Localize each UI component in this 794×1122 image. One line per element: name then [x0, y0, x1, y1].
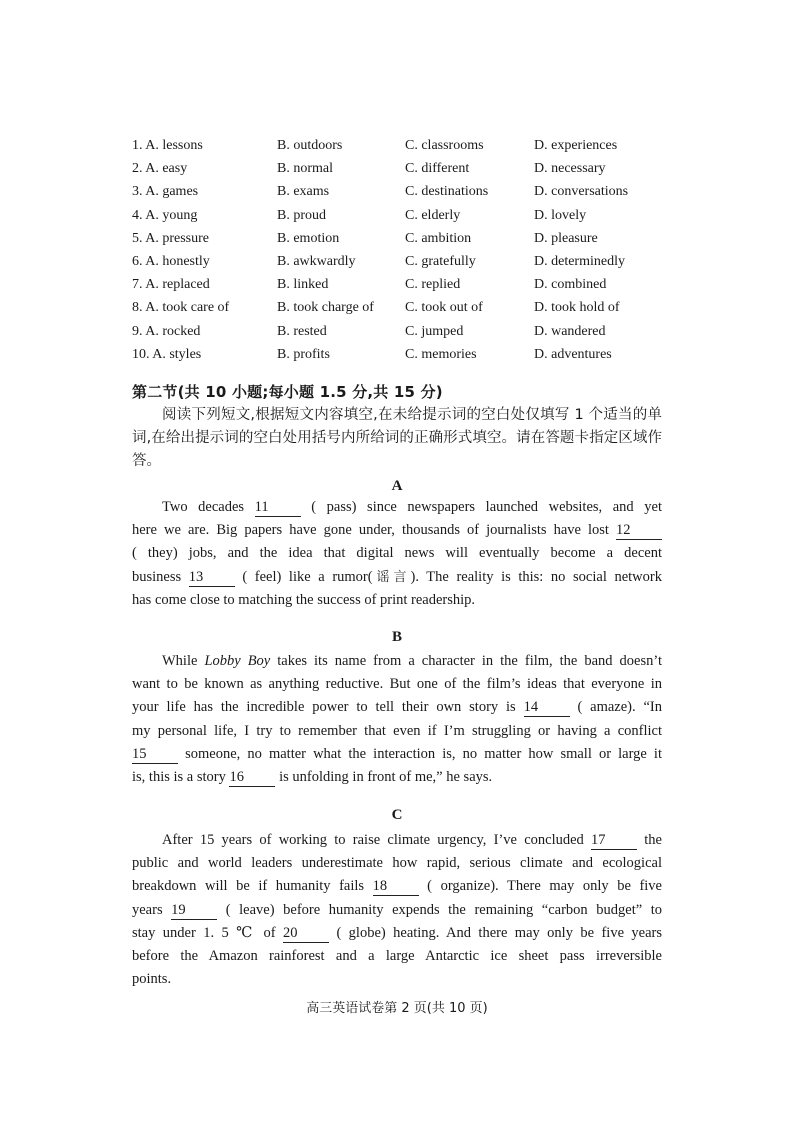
option-b: B. outdoors: [277, 138, 343, 153]
option-d: D. adventures: [534, 346, 612, 362]
option-c: C. different: [405, 161, 470, 177]
blank-11[interactable]: 11: [255, 499, 301, 517]
option-a: 1. A. lessons: [132, 138, 203, 153]
option-row: [132, 157, 692, 180]
options-table: [132, 134, 692, 366]
option-row: [132, 204, 692, 227]
option-b: B. linked: [277, 277, 329, 293]
text: ( organize). There may only be five: [418, 878, 662, 895]
passage-a: [132, 496, 662, 612]
chinese-gloss: 谣言: [372, 569, 411, 585]
text: takes its name from a character in the film, the band doesn’t: [270, 653, 662, 669]
option-b: B. emotion: [277, 230, 340, 246]
passage-line: [132, 496, 662, 519]
option-d: D. wandered: [534, 323, 606, 339]
option-row: [132, 250, 692, 273]
page-footer: 高三英语试卷第 2 页(共 10 页): [306, 1001, 488, 1016]
option-row: [132, 227, 692, 250]
option-c: C. jumped: [405, 323, 464, 339]
passage-b: [132, 650, 662, 789]
option-d: D. conversations: [534, 184, 629, 200]
passage-line: [132, 696, 662, 719]
option-a: 8. A. took care of: [132, 300, 230, 316]
text: ( leave) before humanity expends the remaining “carbon budget” to: [217, 901, 663, 918]
option-row: [132, 296, 692, 319]
blank-18[interactable]: 18: [373, 878, 419, 896]
passage-line: [132, 743, 662, 766]
passage-a-letter: A: [391, 478, 403, 494]
text: your life has the incredible power to tell their own story is: [132, 699, 524, 716]
passage-line: [132, 899, 662, 922]
option-a: 2. A. easy: [132, 161, 188, 177]
text: ). The reality is this: no social network: [410, 568, 662, 585]
option-d: D. took hold of: [534, 300, 620, 316]
text: stay under 1. 5 ℃ of: [132, 924, 284, 941]
title-text: Lobby Boy: [204, 653, 271, 669]
text: someone, no matter what the interaction is, no matter how small or large it: [178, 745, 662, 762]
option-b: B. awkwardly: [277, 253, 356, 269]
option-d: D. necessary: [534, 161, 606, 177]
text: breakdown will be if humanity fails: [132, 878, 373, 895]
option-d: D. experiences: [534, 138, 618, 153]
blank-15[interactable]: 15: [132, 746, 178, 764]
option-d: D. lovely: [534, 207, 587, 223]
text: ( globe) heating. And there may only be five years: [329, 924, 663, 941]
option-a: 5. A. pressure: [132, 230, 209, 246]
passage-line: points.: [132, 971, 172, 988]
option-row: [132, 134, 692, 157]
option-a: 7. A. replaced: [132, 277, 210, 293]
blank-13[interactable]: 13: [189, 569, 235, 587]
text: business: [132, 568, 189, 585]
option-a: 6. A. honestly: [132, 253, 210, 269]
blank-17[interactable]: 17: [591, 832, 637, 850]
option-d: D. pleasure: [534, 230, 598, 246]
text: ( amaze). “In: [569, 699, 662, 716]
passage-line: ( they) jobs, and the idea that digital news will eventually become a decent: [132, 545, 662, 562]
option-row: [132, 273, 692, 296]
option-c: C. gratefully: [405, 253, 476, 269]
text: years: [132, 901, 172, 918]
text: the: [637, 832, 662, 848]
passage-line: [132, 519, 662, 542]
option-b: B. normal: [277, 161, 333, 177]
section-instruction: 阅读下列短文,根据短文内容填空,在未给提示词的空白处仅填写 1 个适当的单词,在给出提示词的空白处用括号内所给词的正确形式填空。请在答题卡指定区域作答。: [132, 407, 662, 469]
passage-line: before the Amazon rainforest and a large Antarctic ice sheet pass irreversible: [132, 948, 662, 965]
text: is unfolding in front of me,” he says.: [275, 769, 493, 786]
passage-c: [132, 829, 662, 991]
option-c: C. memories: [405, 346, 477, 362]
passage-line: [132, 766, 662, 789]
option-c: C. ambition: [405, 230, 472, 246]
passage-line: [132, 829, 662, 852]
text: While: [162, 653, 205, 669]
section-heading: 第二节(共 10 小题;每小题 1.5 分,共 15 分): [132, 383, 443, 401]
text: ( pass) since newspapers launched websites, and yet: [300, 499, 662, 515]
option-b: B. rested: [277, 323, 327, 339]
passage-line: [132, 650, 662, 673]
text: ( feel) like a rumor(: [234, 568, 373, 585]
option-c: C. classrooms: [405, 138, 484, 153]
option-a: 9. A. rocked: [132, 323, 201, 339]
passage-line: [132, 566, 662, 589]
option-a: 4. A. young: [132, 207, 198, 223]
option-row: [132, 320, 692, 343]
option-a: 10. A. styles: [132, 346, 202, 362]
blank-19[interactable]: 19: [171, 902, 217, 920]
option-d: D. determinedly: [534, 253, 625, 269]
option-b: B. took charge of: [277, 300, 374, 316]
option-a: 3. A. games: [132, 184, 199, 200]
passage-line: public and world leaders underestimate how rapid, serious climate and ecological: [132, 855, 662, 872]
option-c: C. elderly: [405, 207, 461, 223]
text: here we are. Big papers have gone under, thousands of journalists have lost: [132, 522, 616, 539]
option-row: [132, 180, 692, 203]
option-b: B. profits: [277, 346, 330, 362]
passage-line: has come close to matching the success of print readership.: [132, 591, 476, 608]
blank-14[interactable]: 14: [524, 699, 570, 717]
text: After 15 years of working to raise climate urgency, I’ve concluded: [162, 832, 592, 848]
passage-line: my personal life, I try to remember that even if I’m struggling or having a conflict: [132, 722, 662, 739]
option-c: C. destinations: [405, 184, 489, 200]
option-c: C. replied: [405, 277, 461, 293]
passage-b-letter: B: [391, 629, 402, 645]
option-c: C. took out of: [405, 300, 483, 316]
option-row: [132, 343, 692, 366]
option-d: D. combined: [534, 277, 607, 293]
passage-line: [132, 922, 662, 945]
option-b: B. exams: [277, 184, 330, 200]
option-b: B. proud: [277, 207, 326, 223]
blank-16[interactable]: 16: [229, 769, 275, 787]
blank-12[interactable]: 12: [616, 522, 662, 540]
passage-line: want to be known as anything reductive. But one of the film’s ideas that everyone in: [132, 676, 662, 693]
passage-c-letter: C: [391, 807, 403, 823]
passage-line: [132, 875, 662, 898]
text: Two decades: [162, 499, 255, 515]
text: is, this is a story: [132, 769, 230, 786]
blank-20[interactable]: 20: [283, 925, 329, 943]
